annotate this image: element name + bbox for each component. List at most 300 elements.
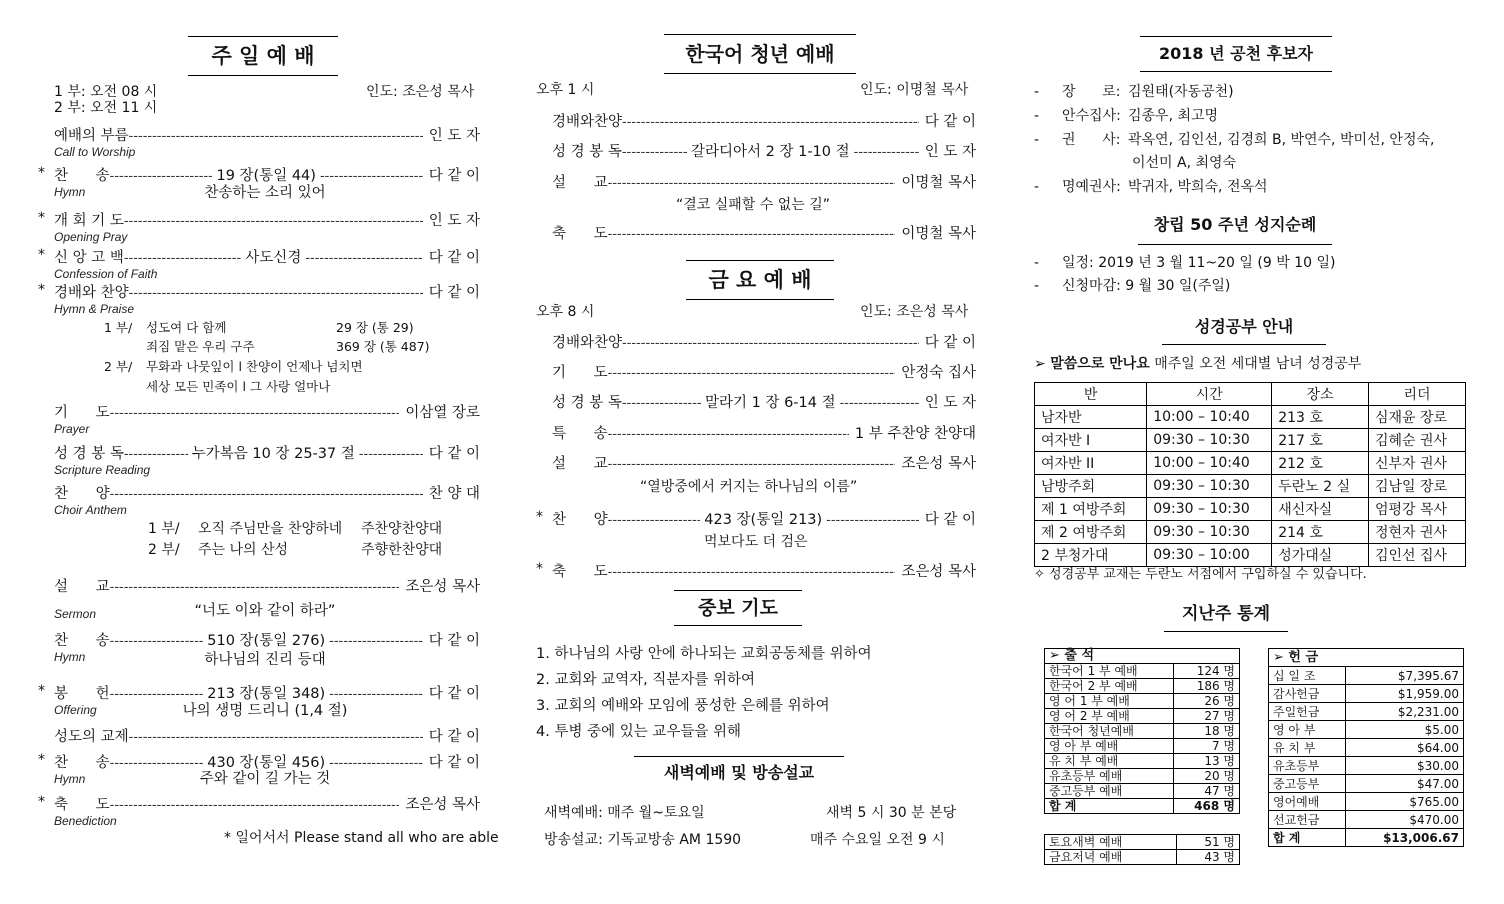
sunday-item-label: 찬 송 bbox=[54, 755, 110, 771]
friday-item-label: 찬 양 bbox=[552, 512, 608, 528]
praise-part2-song-b: 세상 모든 민족이 l 그 사랑 얼마나 bbox=[146, 379, 331, 394]
youth-title: 한국어 청년 예배 bbox=[664, 34, 856, 74]
table-cell: 여자반 II bbox=[1035, 452, 1147, 475]
table-header-row bbox=[1045, 649, 1240, 664]
table-row bbox=[1269, 721, 1464, 739]
column-header: 장소 bbox=[1272, 383, 1369, 406]
table-row bbox=[1269, 667, 1464, 685]
youth-item-label: 성 경 봉 독 bbox=[552, 144, 622, 160]
dawn-row1-right: 새벽 5 시 30 분 본당 bbox=[826, 805, 957, 821]
stand-marker: * bbox=[38, 752, 45, 768]
sunday-item-english: Prayer bbox=[54, 422, 90, 436]
table-row bbox=[1035, 452, 1466, 475]
sunday-item-presenter: 다 같 이 bbox=[428, 168, 481, 184]
table-row bbox=[1269, 757, 1464, 775]
dotted-leader bbox=[608, 227, 896, 242]
friday-item-presenter: 인 도 자 bbox=[924, 395, 976, 411]
list-dash: - bbox=[1034, 84, 1040, 100]
arrow-icon: ➢ bbox=[1034, 356, 1046, 372]
friday-item bbox=[552, 331, 976, 352]
praise-part1-song-b-no: 369 장 (통 487) bbox=[336, 339, 430, 354]
stat-value: 26 명 bbox=[1174, 694, 1240, 709]
friday-item bbox=[552, 560, 976, 581]
praise-part1-song-b: 죄짐 맡은 우리 구주 bbox=[146, 339, 255, 354]
dotted-leader bbox=[124, 447, 188, 462]
sunday-item-english: Hymn bbox=[54, 650, 86, 664]
sunday-item-presenter: 조은성 목사 bbox=[405, 579, 480, 595]
table-row bbox=[1045, 679, 1240, 694]
pilgrim-deadline: 신청마감: 9 월 30 일(주일) bbox=[1062, 278, 1231, 294]
dotted-leader bbox=[110, 798, 400, 813]
dotted-leader bbox=[608, 366, 896, 381]
table-cell: 심재윤 장로 bbox=[1368, 406, 1465, 429]
sunday-item-presenter: 다 같 이 bbox=[428, 686, 481, 702]
stat-label: 영 아 부 bbox=[1269, 721, 1346, 739]
sunday-item-detail: 사도신경 bbox=[245, 250, 302, 266]
stat-label: 한국어 2 부 예배 bbox=[1045, 679, 1174, 694]
sunday-item bbox=[54, 281, 480, 302]
anthem-part1-title: 오직 주님만을 찬양하네 bbox=[198, 521, 343, 537]
candidates-continued: 이선미 A, 최영숙 bbox=[1132, 155, 1237, 171]
list-dash: - bbox=[1034, 108, 1040, 124]
dotted-leader bbox=[110, 487, 423, 502]
sunday-item-english: Benediction bbox=[54, 814, 117, 828]
youth-item bbox=[552, 110, 976, 131]
dotted-leader bbox=[110, 580, 400, 595]
dotted-leader bbox=[608, 427, 849, 442]
table-row bbox=[1269, 703, 1464, 721]
sunday-item bbox=[54, 575, 480, 596]
attendance-table bbox=[1044, 648, 1240, 814]
stand-marker: * bbox=[38, 683, 45, 699]
dotted-leader bbox=[110, 406, 400, 421]
stand-marker: * bbox=[38, 247, 45, 263]
sunday-item-english: Hymn & Praise bbox=[54, 302, 135, 316]
stat-value: 468 명 bbox=[1174, 799, 1240, 814]
table-cell: 성가대실 bbox=[1272, 544, 1369, 567]
anthem-part2-choir: 주향한찬양대 bbox=[361, 542, 443, 558]
stat-label: 영 어 1 부 예배 bbox=[1045, 694, 1174, 709]
table-row bbox=[1269, 775, 1464, 793]
table-row bbox=[1269, 811, 1464, 829]
table-cell: 제 1 여방주회 bbox=[1035, 498, 1147, 521]
sunday-item-presenter: 인 도 자 bbox=[428, 213, 480, 229]
dawn-row1-left: 새벽예배: 매주 월~토요일 bbox=[544, 805, 705, 821]
candidate-names: 김원태(자동공천) bbox=[1128, 84, 1234, 100]
pilgrim-dash-1: - bbox=[1034, 255, 1040, 271]
friday-item-detail: 말라기 1 장 6-14 절 bbox=[705, 395, 836, 411]
pilgrim-title: 창립 50 주년 성지순례 bbox=[1138, 206, 1332, 245]
sunday-item-presenter: 다 같 이 bbox=[428, 285, 480, 301]
sunday-item-label: 성도의 교제 bbox=[54, 729, 129, 745]
sunday-time-2: 2 부: 오전 11 시 bbox=[54, 100, 158, 116]
dotted-leader bbox=[622, 336, 919, 351]
dotted-leader bbox=[826, 513, 919, 528]
table-row bbox=[1045, 799, 1240, 814]
attendance-header: ➢ 출 석 bbox=[1045, 649, 1240, 664]
sunday-item-label: 찬 양 bbox=[54, 486, 110, 502]
sunday-item-presenter: 인 도 자 bbox=[428, 128, 480, 144]
table-cell: 09:30 – 10:00 bbox=[1147, 544, 1272, 567]
table-row bbox=[1045, 739, 1240, 754]
bible-intro-text: 매주일 오전 세대별 남녀 성경공부 bbox=[1154, 356, 1362, 372]
sunday-item-label: 설 교 bbox=[54, 579, 110, 595]
praise-part1-label: 1 부/ bbox=[104, 320, 133, 335]
stat-value: 7 명 bbox=[1174, 739, 1240, 754]
friday-leader: 인도: 조은성 목사 bbox=[860, 304, 969, 320]
sunday-time-1: 1 부: 오전 08 시 bbox=[54, 84, 158, 100]
table-row bbox=[1045, 709, 1240, 724]
table-header-row bbox=[1269, 649, 1464, 667]
table-cell: 두란노 2 실 bbox=[1272, 475, 1369, 498]
dotted-leader bbox=[608, 457, 896, 472]
stat-value: 27 명 bbox=[1174, 709, 1240, 724]
sunday-item-presenter: 찬 양 대 bbox=[428, 486, 480, 502]
stat-label: 금요저녁 예배 bbox=[1045, 850, 1177, 865]
candidates-title: 2018 년 공천 후보자 bbox=[1140, 36, 1332, 72]
sunday-item-presenter: 다 같 이 bbox=[428, 250, 481, 266]
friday-item-presenter: 안정숙 집사 bbox=[901, 365, 976, 381]
sunday-item-label: 찬 송 bbox=[54, 168, 110, 184]
dotted-leader bbox=[110, 634, 204, 649]
stat-label: 영 어 2 부 예배 bbox=[1045, 709, 1174, 724]
bible-intro-bold: 말씀으로 만나요 bbox=[1050, 356, 1150, 372]
sunday-item bbox=[54, 401, 480, 422]
candidate-names: 박귀자, 박희숙, 전옥석 bbox=[1128, 179, 1268, 195]
sunday-item-subtitle: 주와 같이 길 가는 것 bbox=[199, 771, 331, 787]
sunday-item-detail: 19 장(통일 44) bbox=[216, 168, 316, 184]
sunday-item-detail: 430 장(통일 456) bbox=[207, 755, 326, 771]
pilgrim-dash-2: - bbox=[1034, 278, 1040, 294]
sunday-item bbox=[54, 629, 480, 650]
table-cell: 제 2 여방주회 bbox=[1035, 521, 1147, 544]
sunday-item-presenter: 다 같 이 bbox=[428, 755, 481, 771]
dawn-row2-right: 매주 수요일 오전 9 시 bbox=[810, 832, 945, 848]
sunday-item bbox=[54, 725, 480, 746]
anthem-part1-choir: 주찬양찬양대 bbox=[361, 521, 443, 537]
stat-value: $2,231.00 bbox=[1345, 703, 1463, 721]
sunday-item-presenter: 다 같 이 bbox=[428, 446, 481, 462]
candidate-names: 곽옥연, 김인선, 김경희 B, 박연수, 박미선, 안정숙, bbox=[1128, 132, 1435, 148]
table-cell: 김인선 집사 bbox=[1368, 544, 1465, 567]
friday-title: 금 요 예 배 bbox=[686, 260, 834, 300]
table-row bbox=[1269, 685, 1464, 703]
table-cell: 여자반 I bbox=[1035, 429, 1147, 452]
stat-value: $470.00 bbox=[1345, 811, 1463, 829]
dotted-leader bbox=[622, 396, 701, 411]
friday-hymn-title: 먹보다도 더 검은 bbox=[704, 534, 808, 550]
stat-label: 유 치 부 bbox=[1269, 739, 1346, 757]
table-row bbox=[1035, 544, 1466, 567]
table-row bbox=[1035, 498, 1466, 521]
dotted-leader bbox=[329, 756, 423, 771]
table-cell: 남자반 bbox=[1035, 406, 1147, 429]
table-row bbox=[1045, 850, 1240, 865]
stat-label: 토요새벽 예배 bbox=[1045, 835, 1177, 850]
stand-note: * 일어서서 Please stand all who are able bbox=[224, 830, 499, 846]
friday-time: 오후 8 시 bbox=[536, 304, 595, 320]
sunday-item bbox=[54, 164, 480, 185]
table-cell: 신부자 권사 bbox=[1368, 452, 1465, 475]
stat-label: 중고등부 bbox=[1269, 775, 1346, 793]
anthem-part1-label: 1 부/ bbox=[148, 521, 180, 537]
friday-item-label: 경배와찬양 bbox=[552, 335, 623, 351]
table-row bbox=[1035, 475, 1466, 498]
stat-label: 한국어 1 부 예배 bbox=[1045, 664, 1174, 679]
table-row bbox=[1045, 694, 1240, 709]
table-cell: 김혜순 권사 bbox=[1368, 429, 1465, 452]
sunday-item-subtitle: 나의 생명 드리니 (1,4 절) bbox=[182, 703, 348, 719]
table-row bbox=[1045, 769, 1240, 784]
stat-label: 한국어 청년예배 bbox=[1045, 724, 1174, 739]
dawn-title: 새벽예배 및 방송설교 bbox=[634, 756, 844, 789]
table-cell: 09:30 – 10:30 bbox=[1147, 475, 1272, 498]
dotted-leader bbox=[608, 513, 701, 528]
stat-value: 18 명 bbox=[1174, 724, 1240, 739]
sunday-item bbox=[54, 124, 480, 145]
sunday-title: 주 일 예 배 bbox=[188, 36, 338, 76]
table-row bbox=[1269, 739, 1464, 757]
stand-marker: * bbox=[536, 509, 543, 525]
column-header: 시간 bbox=[1147, 383, 1272, 406]
sunday-item bbox=[54, 246, 480, 267]
youth-item bbox=[552, 171, 976, 192]
stat-label: 유초등부 bbox=[1269, 757, 1346, 775]
dotted-leader bbox=[854, 145, 919, 160]
stat-label: 감사헌금 bbox=[1269, 685, 1346, 703]
bible-note: ✧ 성경공부 교재는 두란노 서점에서 구입하실 수 있습니다. bbox=[1034, 567, 1367, 582]
dotted-leader bbox=[129, 129, 423, 144]
sunday-item-presenter: 조은성 목사 bbox=[405, 797, 480, 813]
dotted-leader bbox=[329, 687, 423, 702]
stand-marker: * bbox=[38, 210, 45, 226]
table-cell: 정현자 권사 bbox=[1368, 521, 1465, 544]
stat-label: 중고등부 예배 bbox=[1045, 784, 1174, 799]
friday-item bbox=[552, 391, 976, 412]
candidate-role: 안수집사: bbox=[1062, 108, 1121, 124]
candidate-names: 김종우, 최고명 bbox=[1128, 108, 1219, 124]
friday-item bbox=[552, 422, 976, 443]
stat-value: 51 명 bbox=[1176, 835, 1239, 850]
table-row bbox=[1045, 754, 1240, 769]
dotted-leader bbox=[840, 396, 919, 411]
stat-value: 124 명 bbox=[1174, 664, 1240, 679]
stat-value: $5.00 bbox=[1345, 721, 1463, 739]
youth-item-presenter: 인 도 자 bbox=[924, 144, 977, 160]
sunday-leader: 인도: 조은성 목사 bbox=[366, 84, 475, 100]
dotted-leader bbox=[110, 169, 213, 184]
bible-intro bbox=[1034, 356, 1361, 373]
attendance-extra-table bbox=[1044, 834, 1240, 865]
sunday-item bbox=[54, 751, 480, 772]
friday-item bbox=[552, 361, 976, 382]
friday-item-presenter: 다 같 이 bbox=[924, 335, 976, 351]
stat-label: 합 계 bbox=[1045, 799, 1174, 814]
sunday-item-presenter: 이삼열 장로 bbox=[405, 405, 480, 421]
youth-leader: 인도: 이명철 목사 bbox=[860, 82, 969, 98]
sunday-item-subtitle: “너도 이와 같이 하라” bbox=[194, 603, 336, 619]
table-row bbox=[1045, 664, 1240, 679]
stat-label: 주일헌금 bbox=[1269, 703, 1346, 721]
friday-item-label: 기 도 bbox=[552, 365, 608, 381]
youth-item-presenter: 이명철 목사 bbox=[901, 175, 976, 191]
sunday-item-label: 성 경 봉 독 bbox=[54, 446, 124, 462]
stat-value: $13,006.67 bbox=[1345, 829, 1463, 847]
candidate-role: 권 사: bbox=[1062, 132, 1121, 148]
table-row bbox=[1045, 724, 1240, 739]
sunday-item-label: 경배와 찬양 bbox=[54, 285, 129, 301]
column-header: 리더 bbox=[1368, 383, 1465, 406]
table-row bbox=[1035, 429, 1466, 452]
sunday-item-english: Offering bbox=[54, 703, 97, 717]
sunday-item bbox=[54, 682, 480, 703]
dotted-leader bbox=[608, 565, 896, 580]
table-row bbox=[1035, 521, 1466, 544]
sunday-item-detail: 510 장(통일 276) bbox=[207, 633, 326, 649]
friday-item bbox=[552, 452, 976, 473]
sunday-item-label: 찬 송 bbox=[54, 633, 110, 649]
table-cell: 엄평강 목사 bbox=[1368, 498, 1465, 521]
youth-item bbox=[552, 140, 976, 161]
table-cell: 10:00 – 10:40 bbox=[1147, 452, 1272, 475]
stat-value: 186 명 bbox=[1174, 679, 1240, 694]
sunday-item-english: Hymn bbox=[54, 772, 86, 786]
sunday-item-presenter: 다 같 이 bbox=[428, 633, 481, 649]
dotted-leader bbox=[129, 730, 423, 745]
friday-item-label: 축 도 bbox=[552, 564, 608, 580]
youth-sermon-title: “결코 실패할 수 없는 길” bbox=[676, 197, 831, 213]
sunday-item-detail: 213 장(통일 348) bbox=[207, 686, 326, 702]
youth-item-detail: 갈라디아서 2 장 1-10 절 bbox=[691, 144, 850, 160]
sunday-item bbox=[54, 209, 480, 230]
sunday-item-subtitle: 하나님의 진리 등대 bbox=[204, 652, 326, 668]
youth-time: 오후 1 시 bbox=[536, 82, 595, 98]
table-cell: 새신자실 bbox=[1272, 498, 1369, 521]
sunday-item-label: 봉 헌 bbox=[54, 686, 110, 702]
sunday-item-label: 신 앙 고 백 bbox=[54, 250, 124, 266]
table-row bbox=[1035, 406, 1466, 429]
stat-label: 유초등부 예배 bbox=[1045, 769, 1174, 784]
intercession-title: 중보 기도 bbox=[674, 590, 802, 626]
anthem-part2-label: 2 부/ bbox=[148, 542, 180, 558]
stat-value: $7,395.67 bbox=[1345, 667, 1463, 685]
dotted-leader bbox=[129, 286, 423, 301]
dotted-leader bbox=[320, 169, 423, 184]
sunday-item-label: 기 도 bbox=[54, 405, 110, 421]
offering-table bbox=[1268, 648, 1464, 847]
friday-item-label: 설 교 bbox=[552, 456, 608, 472]
stat-value: 13 명 bbox=[1174, 754, 1240, 769]
dotted-leader bbox=[110, 756, 204, 771]
stand-marker: * bbox=[38, 282, 45, 298]
sunday-item-label: 축 도 bbox=[54, 797, 110, 813]
sunday-item bbox=[54, 793, 480, 814]
friday-item-detail: 423 장(통일 213) bbox=[704, 512, 823, 528]
stat-label: 선교헌금 bbox=[1269, 811, 1346, 829]
table-cell: 217 호 bbox=[1272, 429, 1369, 452]
table-row bbox=[1045, 784, 1240, 799]
table-row bbox=[1045, 835, 1240, 850]
table-cell: 김남일 장로 bbox=[1368, 475, 1465, 498]
dotted-leader bbox=[359, 447, 423, 462]
sunday-item-label: 개 회 기 도 bbox=[54, 213, 124, 229]
stand-marker: * bbox=[38, 794, 45, 810]
youth-item-presenter: 다 같 이 bbox=[924, 114, 976, 130]
dotted-leader bbox=[110, 687, 204, 702]
sunday-item-label: 예배의 부름 bbox=[54, 128, 129, 144]
sunday-item bbox=[54, 442, 480, 463]
sunday-item-subtitle: 찬송하는 소리 있어 bbox=[204, 185, 326, 201]
stats-title: 지난주 통계 bbox=[1164, 597, 1288, 632]
friday-item-presenter: 1 부 주찬양 찬양대 bbox=[854, 426, 976, 442]
friday-item-presenter: 다 같 이 bbox=[924, 512, 977, 528]
table-cell: 213 호 bbox=[1272, 406, 1369, 429]
intercession-item: 1. 하나님의 사랑 안에 하나되는 교회공동체를 위하여 bbox=[536, 646, 872, 662]
anthem-part2-title: 주는 나의 산성 bbox=[198, 542, 289, 558]
table-cell: 2 부청가대 bbox=[1035, 544, 1147, 567]
friday-item-label: 성 경 봉 독 bbox=[552, 395, 622, 411]
table-cell: 10:00 – 10:40 bbox=[1147, 406, 1272, 429]
friday-item-presenter: 조은성 목사 bbox=[901, 456, 976, 472]
table-cell: 09:30 – 10:30 bbox=[1147, 429, 1272, 452]
stat-label: 영어예배 bbox=[1269, 793, 1346, 811]
dotted-leader bbox=[622, 115, 919, 130]
youth-item bbox=[552, 222, 976, 243]
sunday-item-english: Scripture Reading bbox=[54, 463, 151, 477]
stand-marker: * bbox=[38, 165, 45, 181]
stat-label: 합 계 bbox=[1269, 829, 1346, 847]
sunday-item-english: Opening Pray bbox=[54, 230, 128, 244]
youth-item-label: 설 교 bbox=[552, 175, 608, 191]
dotted-leader bbox=[305, 251, 422, 266]
list-dash: - bbox=[1034, 179, 1040, 195]
dawn-row2-left: 방송설교: 기독교방송 AM 1590 bbox=[544, 832, 742, 848]
offering-header: ➢ 헌 금 bbox=[1269, 649, 1464, 667]
sunday-item-presenter: 다 같 이 bbox=[428, 729, 480, 745]
intercession-item: 3. 교회의 예배와 모임에 풍성한 은혜를 위하여 bbox=[536, 698, 830, 714]
friday-sermon-title: “열방중에서 커지는 하나님의 이름” bbox=[640, 479, 858, 495]
stat-value: 20 명 bbox=[1174, 769, 1240, 784]
intercession-item: 2. 교회와 교역자, 직분자를 위하여 bbox=[536, 672, 755, 688]
praise-part1-song-a-no: 29 장 (통 29) bbox=[336, 320, 414, 335]
stat-value: $47.00 bbox=[1345, 775, 1463, 793]
praise-part1-song-a: 성도여 다 함께 bbox=[146, 320, 227, 335]
table-row bbox=[1269, 829, 1464, 847]
bible-title: 성경공부 안내 bbox=[1162, 310, 1326, 345]
table-cell: 09:30 – 10:30 bbox=[1147, 521, 1272, 544]
candidate-role: 장 로: bbox=[1062, 84, 1121, 100]
sunday-item-english: Hymn bbox=[54, 185, 86, 199]
sunday-item-english: Choir Anthem bbox=[54, 503, 127, 517]
table-header-row bbox=[1035, 383, 1466, 406]
dotted-leader bbox=[329, 634, 423, 649]
stat-value: $64.00 bbox=[1345, 739, 1463, 757]
stat-value: 43 명 bbox=[1176, 850, 1239, 865]
sunday-item-english: Call to Worship bbox=[54, 145, 136, 159]
dotted-leader bbox=[622, 145, 687, 160]
dotted-leader bbox=[608, 176, 896, 191]
friday-item-label: 특 송 bbox=[552, 426, 608, 442]
table-cell: 214 호 bbox=[1272, 521, 1369, 544]
stand-marker: * bbox=[536, 561, 543, 577]
pilgrim-schedule: 일정: 2019 년 3 월 11~20 일 (9 박 10 일) bbox=[1062, 255, 1336, 271]
stat-value: $30.00 bbox=[1345, 757, 1463, 775]
column-header: 반 bbox=[1035, 383, 1147, 406]
stat-value: $1,959.00 bbox=[1345, 685, 1463, 703]
stat-label: 유 치 부 예배 bbox=[1045, 754, 1174, 769]
sunday-item bbox=[54, 482, 480, 503]
praise-part2-song-a: 무화과 나뭇잎이 l 찬양이 언제나 넘치면 bbox=[146, 359, 363, 374]
